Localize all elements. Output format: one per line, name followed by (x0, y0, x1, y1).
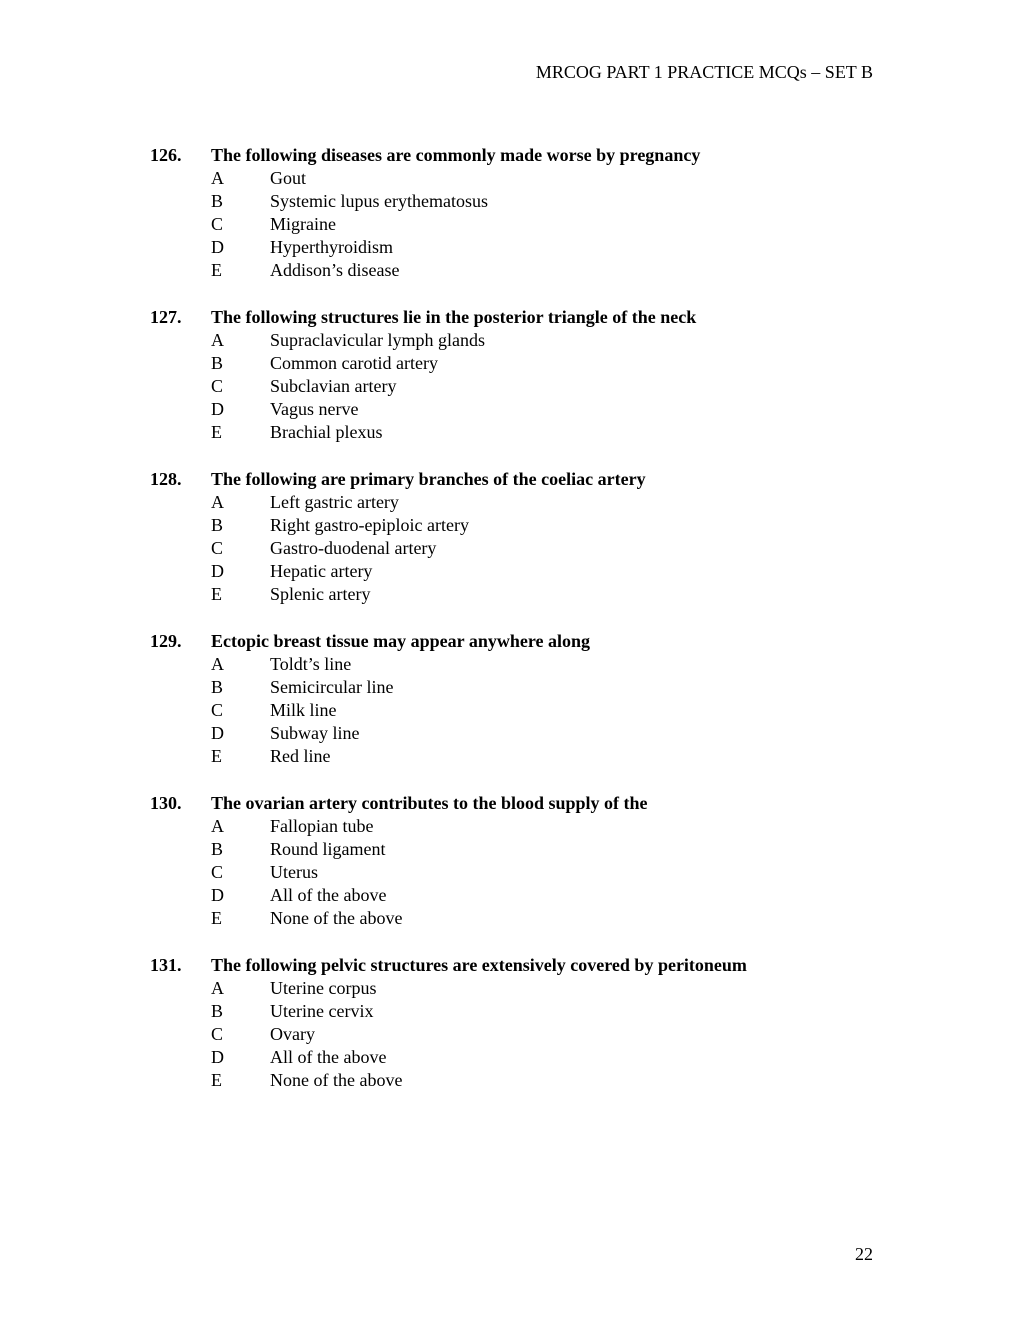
option-text: Gastro-duodenal artery (270, 538, 437, 558)
question-stem (150, 792, 890, 815)
question-text: The following are primary branches of the coeliac artery (211, 469, 646, 489)
option-letter: C (211, 538, 224, 558)
question-number: 128. (150, 469, 182, 489)
option-text: Common carotid artery (270, 353, 438, 373)
question-stem (150, 630, 890, 653)
question-stem (150, 306, 890, 329)
option-letter: B (211, 191, 224, 211)
answer-option (150, 560, 890, 583)
option-text: Left gastric artery (270, 492, 399, 512)
option-letter: C (211, 1024, 224, 1044)
page-header: MRCOG PART 1 PRACTICE MCQs – SET B (535, 62, 873, 82)
question-block (150, 144, 890, 282)
option-text: Red line (270, 746, 331, 766)
option-text: Right gastro-epiploic artery (270, 515, 469, 535)
answer-option (150, 1023, 890, 1046)
question-number: 129. (150, 631, 182, 651)
option-letter: D (211, 399, 224, 419)
answer-option (150, 977, 890, 1000)
answer-option (150, 537, 890, 560)
answer-option (150, 1046, 890, 1069)
question-block (150, 468, 890, 606)
answer-option (150, 213, 890, 236)
answer-option (150, 1000, 890, 1023)
option-text: Uterine corpus (270, 978, 377, 998)
option-text: Ovary (270, 1024, 315, 1044)
answer-option (150, 722, 890, 745)
option-letter: A (211, 816, 224, 836)
option-letter: B (211, 515, 224, 535)
question-text: The ovarian artery contributes to the blood supply of the (211, 793, 648, 813)
option-letter: C (211, 700, 224, 720)
option-letter: A (211, 978, 224, 998)
option-text: Milk line (270, 700, 337, 720)
option-text: Vagus nerve (270, 399, 359, 419)
answer-option (150, 421, 890, 444)
answer-option (150, 861, 890, 884)
option-letter: E (211, 422, 222, 442)
question-number: 131. (150, 955, 182, 975)
option-letter: D (211, 1047, 224, 1067)
option-letter: A (211, 330, 224, 350)
question-stem (150, 954, 890, 977)
question-number: 130. (150, 793, 182, 813)
question-block (150, 792, 890, 930)
option-text: Supraclavicular lymph glands (270, 330, 485, 350)
answer-option (150, 884, 890, 907)
option-text: Uterine cervix (270, 1001, 374, 1021)
question-block (150, 306, 890, 444)
question-text: Ectopic breast tissue may appear anywhere along (211, 631, 591, 651)
option-text: Subway line (270, 723, 360, 743)
answer-option (150, 190, 890, 213)
answer-option (150, 699, 890, 722)
option-letter: A (211, 654, 224, 674)
answer-option (150, 907, 890, 930)
option-text: Splenic artery (270, 584, 371, 604)
option-letter: C (211, 862, 224, 882)
question-stem (150, 144, 890, 167)
option-letter: E (211, 1070, 222, 1090)
answer-option (150, 491, 890, 514)
option-text: None of the above (270, 908, 403, 928)
option-letter: C (211, 214, 224, 234)
option-text: Toldt’s line (270, 654, 352, 674)
option-text: Gout (270, 168, 306, 188)
option-letter: E (211, 908, 222, 928)
option-text: Semicircular line (270, 677, 394, 697)
option-text: Migraine (270, 214, 336, 234)
question-number: 126. (150, 145, 182, 165)
option-text: Uterus (270, 862, 318, 882)
answer-option (150, 167, 890, 190)
answer-option (150, 259, 890, 282)
option-text: Subclavian artery (270, 376, 397, 396)
answer-option (150, 745, 890, 768)
option-letter: E (211, 260, 222, 280)
answer-option (150, 815, 890, 838)
option-text: Hyperthyroidism (270, 237, 393, 257)
option-letter: D (211, 885, 224, 905)
answer-option (150, 352, 890, 375)
answer-option (150, 236, 890, 259)
answer-option (150, 1069, 890, 1092)
answer-option (150, 514, 890, 537)
option-letter: D (211, 237, 224, 257)
option-text: Hepatic artery (270, 561, 373, 581)
question-list (150, 144, 890, 1116)
option-text: All of the above (270, 1047, 387, 1067)
answer-option (150, 398, 890, 421)
question-block (150, 630, 890, 768)
question-text: The following diseases are commonly made worse by pregnancy (211, 145, 701, 165)
question-stem (150, 468, 890, 491)
option-letter: B (211, 353, 224, 373)
option-text: Systemic lupus erythematosus (270, 191, 488, 211)
option-letter: E (211, 584, 222, 604)
option-letter: B (211, 839, 224, 859)
option-text: Brachial plexus (270, 422, 383, 442)
answer-option (150, 583, 890, 606)
answer-option (150, 375, 890, 398)
option-text: Fallopian tube (270, 816, 374, 836)
option-text: Addison’s disease (270, 260, 400, 280)
option-letter: E (211, 746, 222, 766)
option-text: None of the above (270, 1070, 403, 1090)
option-letter: A (211, 492, 224, 512)
answer-option (150, 653, 890, 676)
question-text: The following structures lie in the posterior triangle of the neck (211, 307, 697, 327)
option-letter: D (211, 561, 224, 581)
option-text: All of the above (270, 885, 387, 905)
answer-option (150, 676, 890, 699)
question-block (150, 954, 890, 1092)
question-text: The following pelvic structures are extensively covered by peritoneum (211, 955, 747, 975)
option-letter: B (211, 1001, 224, 1021)
option-letter: D (211, 723, 224, 743)
answer-option (150, 838, 890, 861)
option-text: Round ligament (270, 839, 386, 859)
option-letter: C (211, 376, 224, 396)
page-number: 22 (855, 1244, 873, 1264)
option-letter: A (211, 168, 224, 188)
answer-option (150, 329, 890, 352)
option-letter: B (211, 677, 224, 697)
question-number: 127. (150, 307, 182, 327)
